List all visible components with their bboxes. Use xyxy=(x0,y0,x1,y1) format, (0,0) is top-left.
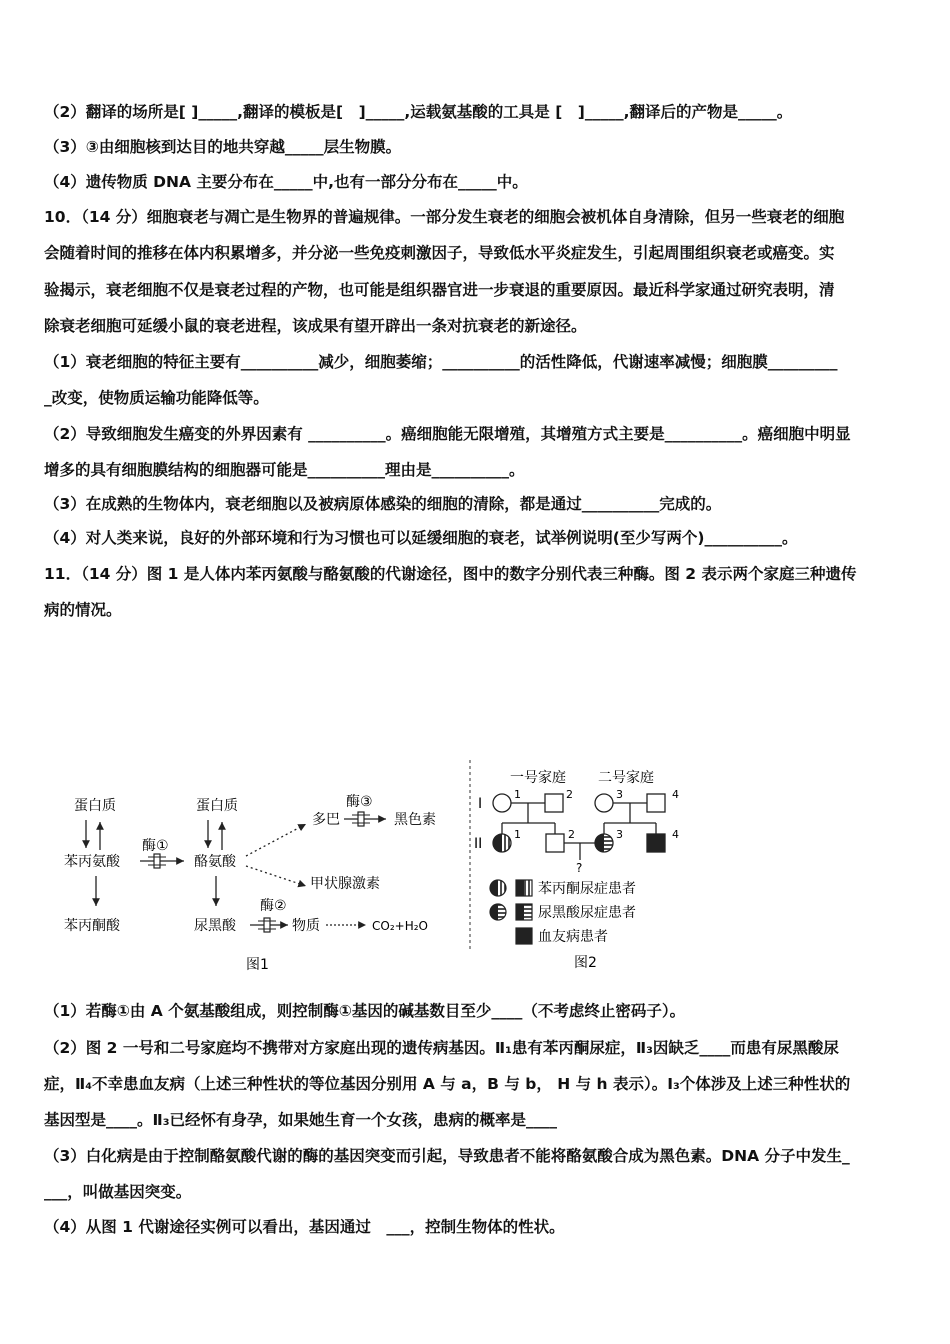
fig2-family-1-label: 一号家庭 xyxy=(510,770,566,786)
fig1-dopa: 多巴 xyxy=(312,812,340,828)
pedigree-f2-I3-number: 3 xyxy=(616,788,623,801)
fig1-enzyme-1-label: 酶① xyxy=(142,838,169,854)
question-10-part-1: （1）衰老细胞的特征主要有__________减少，细胞萎缩；__________的活性降低，代谢速率减慢；细胞膜_________ xyxy=(44,353,838,371)
fig2-family-2-label: 二号家庭 xyxy=(598,770,654,786)
pedigree-f1-I1-number: 1 xyxy=(514,788,521,801)
fig2-generation-1: I xyxy=(478,796,483,812)
figures xyxy=(60,760,720,980)
fig1-enzyme-3-label: 酶③ xyxy=(346,794,373,810)
question-10-part-4: （4）对人类来说，良好的外部环境和行为习惯也可以延缓细胞的衰老，试举例说明(至少写两个)__________。 xyxy=(44,529,798,547)
pedigree-f2-II3-number: 3 xyxy=(616,828,623,841)
legend-1-label: 苯丙酮尿症患者 xyxy=(538,881,636,897)
fig1-protein-left: 蛋白质 xyxy=(74,798,116,814)
pedigree-f1-II1-number: 1 xyxy=(514,828,521,841)
fig1-substance: 物质 xyxy=(292,918,320,934)
legend-3-label: 血友病患者 xyxy=(538,929,608,945)
pedigree-f2-II4 xyxy=(647,834,665,852)
figure-svg xyxy=(60,760,720,980)
legend-2-label: 尿黑酸尿症患者 xyxy=(538,905,636,921)
pedigree-f1-I2-number: 2 xyxy=(566,788,573,801)
pedigree-f2-I4 xyxy=(647,794,665,812)
question-11-part-4: （4）从图 1 代谢途径实例可以看出，基因通过 ___，控制生物体的性状。 xyxy=(44,1218,565,1236)
pedigree-f2-I4-number: 4 xyxy=(672,788,679,801)
question-11-part-3-cont: ___，叫做基因突变。 xyxy=(44,1183,192,1201)
question-10-line-4: 除衰老细胞可延缓小鼠的衰老进程，该成果有望开辟出一条对抗衰老的新途径。 xyxy=(44,317,587,335)
question-11-part-2-cont-2: 基因型是____。Ⅱ₃已经怀有身孕，如果她生育一个女孩，患病的概率是____ xyxy=(44,1111,558,1129)
question-11-part-1: （1）若酶①由 A 个氨基酸组成，则控制酶①基因的碱基数目至少____（不考虑终止密码子）。 xyxy=(44,1002,686,1020)
question-11-part-2-cont-1: 症，Ⅱ₄不幸患血友病（上述三种性状的等位基因分别用 A 与 a，B 与 b， H 与 h 表示）。I₃个体涉及上述三种性状的 xyxy=(44,1075,851,1093)
pedigree-f1-I2 xyxy=(545,794,563,812)
fig1-phenylalanine: 苯丙氨酸 xyxy=(64,854,120,870)
question-11-line-2: 病的情况。 xyxy=(44,601,122,619)
fig1-tyrosine: 酪氨酸 xyxy=(194,854,236,870)
question-10-part-2: （2）导致细胞发生癌变的外界因素有 __________。癌细胞能无限增殖，其增殖方式主要是__________。癌细胞中明显 xyxy=(44,425,851,443)
pedigree-f1-II2-number: 2 xyxy=(568,828,575,841)
fig1-melanin: 黑色素 xyxy=(394,812,436,828)
pedigree-unborn-child: ? xyxy=(576,861,583,875)
text-line-2: （3）③由细胞核到达目的地共穿越_____层生物膜。 xyxy=(44,138,402,156)
question-11-part-3: （3）白化病是由于控制酪氨酸代谢的酶的基因突变而引起，导致患者不能将酪氨酸合成为黑色素。DNA 分子中发生_ xyxy=(44,1147,850,1165)
question-10-part-3: （3）在成熟的生物体内，衰老细胞以及被病原体感染的细胞的清除，都是通过__________完成的。 xyxy=(44,495,722,513)
figure-1 xyxy=(64,794,436,973)
fig2-generation-2: II xyxy=(474,836,483,852)
text-line-3: （4）遗传物质 DNA 主要分布在_____中,也有一部分分布在_____中。 xyxy=(44,173,528,191)
fig2-caption: 图2 xyxy=(574,955,597,971)
pedigree-f1-II2 xyxy=(546,834,564,852)
question-10-line-1: 10．（14 分）细胞衰老与凋亡是生物界的普遍规律。一部分发生衰老的细胞会被机体自身清除，但另一些衰老的细胞 xyxy=(44,208,845,226)
question-10-part-1-cont: _改变，使物质运输功能降低等。 xyxy=(44,389,269,407)
question-10-part-2-cont: 增多的具有细胞膜结构的细胞器可能是__________理由是__________。 xyxy=(44,461,525,479)
fig1-caption: 图1 xyxy=(246,957,269,973)
pedigree-f2-II4-number: 4 xyxy=(672,828,679,841)
pedigree-f1-I1 xyxy=(493,794,511,812)
fig1-phenylpyruvic-acid: 苯丙酮酸 xyxy=(64,918,120,934)
fig1-products: CO₂+H₂O xyxy=(372,919,428,933)
question-11-line-1: 11．（14 分）图 1 是人体内苯丙氨酸与酪氨酸的代谢途径，图中的数字分别代表三种酶。图 2 表示两个家庭三种遗传 xyxy=(44,565,857,583)
fig1-thyroxine: 甲状腺激素 xyxy=(310,876,380,892)
text-line-1: （2）翻译的场所是[ ]_____,翻译的模板是[ ]_____,运载氨基酸的工具是 [ ]_____,翻译后的产物是_____。 xyxy=(44,103,793,121)
question-11-part-2: （2）图 2 一号和二号家庭均不携带对方家庭出现的遗传病基因。Ⅱ₁患有苯丙酮尿症，Ⅱ₃因缺乏____而患有尿黑酸尿 xyxy=(44,1039,839,1057)
legend-3-square xyxy=(516,928,532,944)
fig1-enzyme-2-label: 酶② xyxy=(260,898,287,914)
fig1-enzyme-1-block xyxy=(154,854,160,868)
question-10-line-2: 会随着时间的推移在体内积累增多，并分泌一些免疫刺激因子，导致低水平炎症发生，引起周围组织衰老或癌变。实 xyxy=(44,244,835,262)
question-10-line-3: 验揭示，衰老细胞不仅是衰老过程的产物，也可能是组织器官进一步衰退的重要原因。最近科学家通过研究表明，清 xyxy=(44,281,835,299)
pedigree-f2-I3 xyxy=(595,794,613,812)
figure-2 xyxy=(474,770,679,971)
fig1-homogentisic-acid: 尿黑酸 xyxy=(194,918,236,934)
fig1-protein-right: 蛋白质 xyxy=(196,798,238,814)
